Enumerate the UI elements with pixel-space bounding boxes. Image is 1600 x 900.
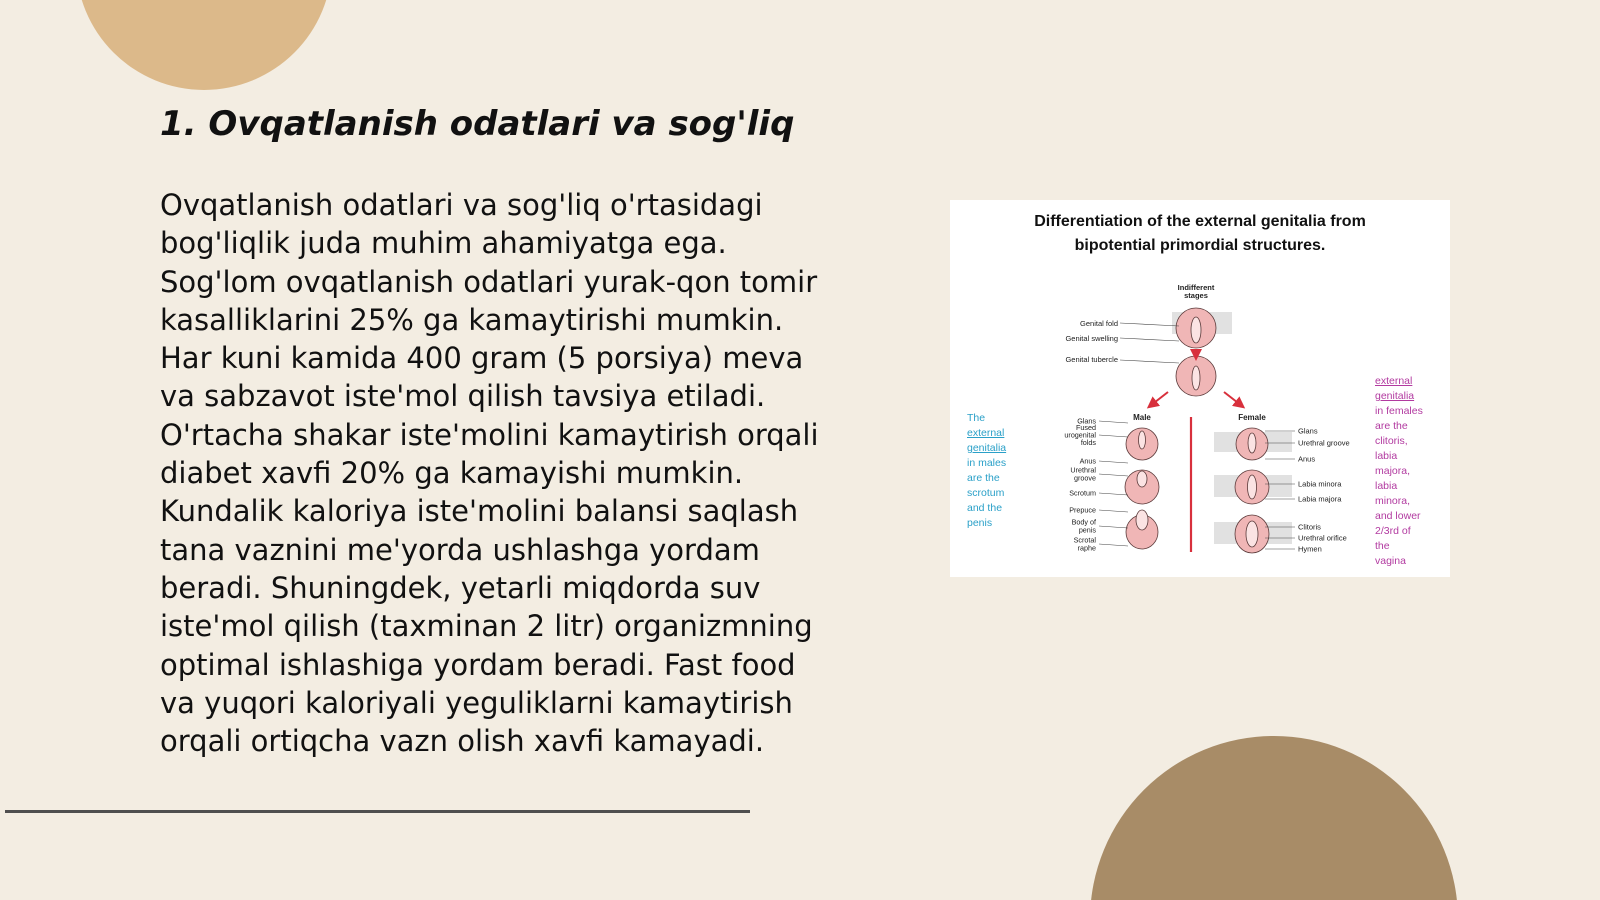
male-column-title: Male: [1133, 413, 1151, 422]
female-structure-label: Hymen: [1298, 544, 1322, 554]
slide-body-text: [160, 186, 850, 760]
female-column-title: Female: [1238, 413, 1266, 422]
leader-line: [1099, 510, 1128, 512]
body-line: Ovqatlanish odatlari va sog'liq o'rtasidagi: [160, 188, 763, 222]
indifferent-stage-label: Indifferent: [1177, 283, 1215, 292]
note-line: scrotum: [967, 487, 1005, 499]
slide-title: 1. Ovqatlanish odatlari va sog'liq: [160, 104, 795, 144]
note-line: and the: [967, 502, 1003, 514]
body-line: va yuqori kaloriyali yeguliklarni kamaytirish: [160, 685, 793, 720]
male-structure-label: Body of: [1071, 517, 1096, 527]
body-line: Sog'lom ovqatlanish odatlari yurak-qon tomir: [160, 264, 818, 299]
note-line: the: [1375, 540, 1390, 552]
female-structure-label: Urethral groove: [1298, 438, 1350, 448]
body-line: O'rtacha shakar iste'molini kamaytirish orqali: [160, 417, 819, 452]
female-stage-3-opening: [1246, 521, 1258, 547]
body-line: beradi. Shuningdek, yetarli miqdorda suv: [160, 570, 761, 605]
note-line: genitalia: [1375, 390, 1415, 402]
body-line: bog'liqlik juda muhim ahamiyatga ega.: [160, 226, 727, 261]
note-line: are the: [1375, 420, 1408, 432]
note-line: in males: [967, 457, 1007, 469]
note-line: minora,: [1375, 495, 1411, 507]
male-structure-label: Urethral: [1070, 465, 1096, 475]
male-stage-1-groove: [1139, 431, 1146, 449]
body-line: optimal ishlashiga yordam beradi. Fast food: [160, 647, 796, 682]
female-structure-label: Labia minora: [1298, 479, 1342, 489]
male-structure-label: penis: [1078, 525, 1096, 535]
decorative-circle-bottom: [1090, 736, 1458, 900]
indifferent-structure-label: Genital tubercle: [1065, 355, 1118, 364]
note-line: penis: [967, 517, 993, 529]
female-stage-1-groove: [1248, 433, 1256, 453]
indifferent-stage-2-fold: [1192, 366, 1200, 390]
body-line: tana vaznini me'yorda ushlashga yordam: [160, 532, 760, 567]
female-structure-label: Anus: [1298, 454, 1316, 464]
male-structure-label: urogenital: [1064, 430, 1096, 440]
indifferent-stage-label: stages: [1184, 291, 1208, 300]
male-structure-label: Prepuce: [1069, 505, 1096, 515]
note-line: labia: [1375, 450, 1398, 462]
body-line: Har kuni kamida 400 gram (5 porsiya) meva: [160, 341, 804, 376]
body-line: iste'mol qilish (taxminan 2 litr) organizmning: [160, 609, 813, 644]
body-line: Kundalik kaloriya iste'molini balansi saqlash: [160, 494, 799, 529]
leader-line: [1120, 323, 1179, 326]
note-line: vagina: [1375, 555, 1406, 567]
figure-title-line: Differentiation of the external genitalia from: [1034, 213, 1366, 230]
note-line: labia: [1375, 480, 1398, 492]
female-structure-label: Glans: [1298, 426, 1318, 436]
body-line: orqali ortiqcha vazn olish xavfi kamayadi.: [160, 724, 765, 759]
leader-line: [1099, 474, 1128, 476]
arrow-to-male: [1150, 392, 1168, 406]
female-structure-label: Labia majora: [1298, 494, 1342, 504]
note-line: 2/3rd of: [1375, 525, 1411, 537]
leader-line: [1099, 544, 1128, 546]
note-line: in females: [1375, 405, 1423, 417]
male-structure-label: Anus: [1079, 456, 1096, 466]
male-stage-3-penis: [1136, 510, 1148, 530]
figure-title-line: bipotential primordial structures.: [1074, 237, 1326, 254]
female-note-text: [1375, 374, 1433, 569]
arrow-to-female: [1224, 392, 1242, 406]
note-line: are the: [967, 472, 1000, 484]
male-stage-2-glans: [1137, 471, 1147, 487]
indifferent-structure-label: Genital fold: [1080, 319, 1118, 328]
leader-line: [1120, 338, 1179, 341]
note-line: The: [967, 412, 986, 424]
male-structure-label: Fused: [1076, 422, 1096, 432]
male-structure-label: raphe: [1077, 543, 1096, 553]
male-structure-label: Scrotal: [1073, 535, 1096, 545]
leader-line: [1099, 435, 1128, 437]
horizontal-divider: [5, 810, 750, 813]
indifferent-structure-label: Genital swelling: [1065, 334, 1118, 343]
note-line: and lower: [1375, 510, 1421, 522]
leader-line: [1099, 461, 1128, 463]
leader-line: [1099, 493, 1128, 495]
male-structure-label: groove: [1074, 473, 1096, 483]
female-structure-label: Clitoris: [1298, 522, 1321, 532]
body-line: kasalliklarini 25% ga kamaytirishi mumkin.: [160, 302, 784, 337]
leader-line: [1120, 360, 1179, 363]
note-line: genitalia: [967, 442, 1007, 454]
body-line: va sabzavot iste'mol qilish tavsiya etiladi.: [160, 379, 766, 414]
leader-line: [1099, 526, 1128, 528]
note-line: external: [1375, 375, 1413, 387]
indifferent-stage-1-fold: [1191, 317, 1201, 343]
female-structure-label: Urethral orifice: [1298, 533, 1347, 543]
male-structure-label: Scrotum: [1069, 488, 1096, 498]
decorative-circle-top: [76, 0, 332, 90]
leader-line: [1099, 421, 1128, 423]
note-line: clitoris,: [1375, 435, 1408, 447]
female-stage-2-opening: [1248, 475, 1257, 499]
male-structure-label: Glans: [1077, 416, 1096, 426]
body-line: diabet xavfi 20% ga kamayishi mumkin.: [160, 456, 744, 491]
male-note-text: [967, 411, 1017, 531]
note-line: external: [967, 427, 1005, 439]
male-structure-label: folds: [1080, 438, 1096, 448]
note-line: majora,: [1375, 465, 1411, 477]
embedded-figure: [950, 200, 1450, 577]
